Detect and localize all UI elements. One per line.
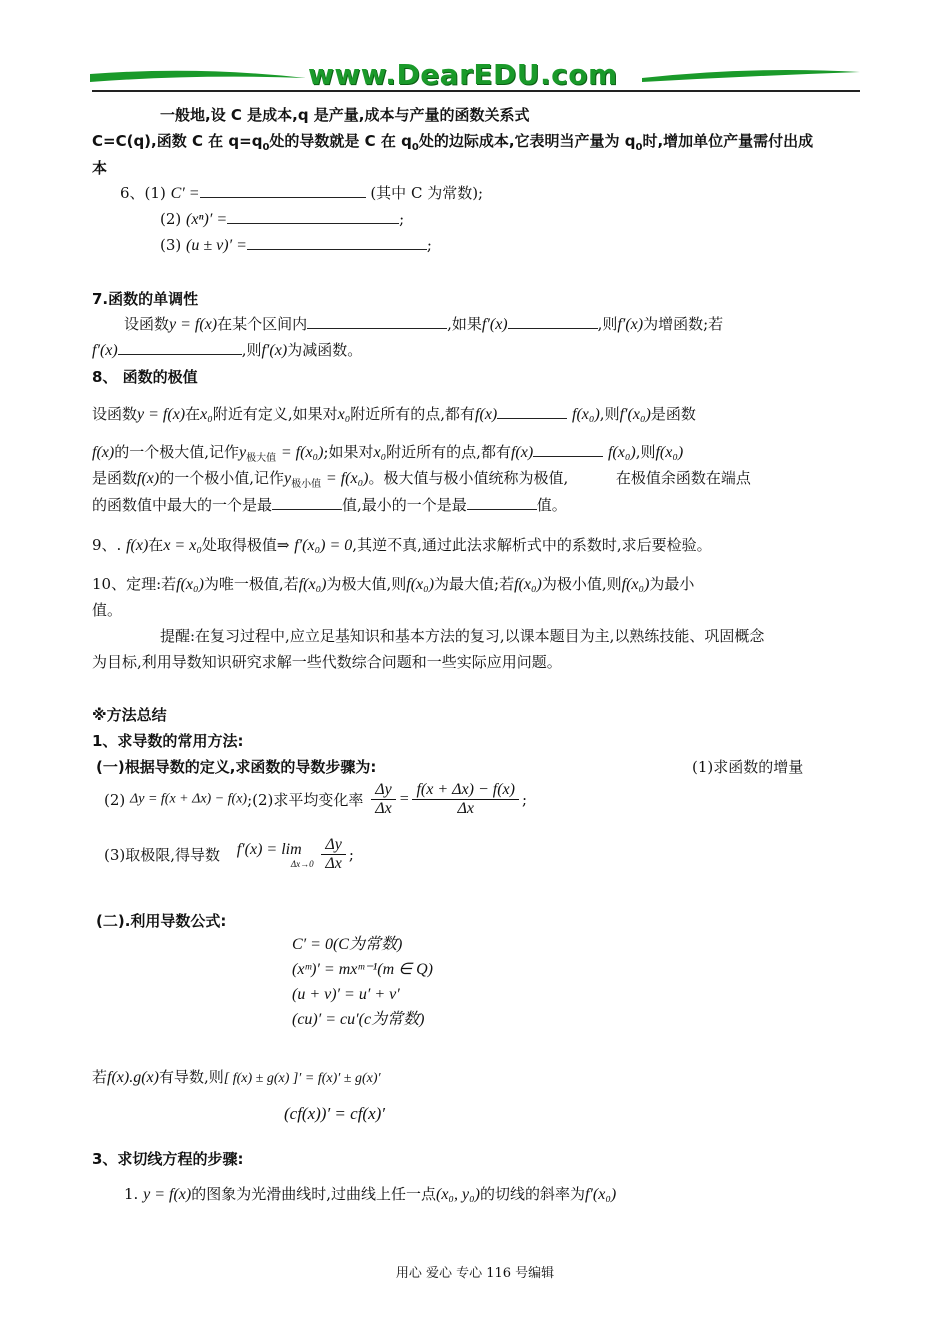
methods-part1: (一)根据导数的定义,求函数的导数步骤为: <box>96 758 377 776</box>
methods-sub1: 1、求导数的常用方法: <box>92 732 244 750</box>
section8-line3: 是函数f(x)的一个极小值,记作$y_{极小值} = f(x_0)$。极大值与极小值统称为极值, 在极值余函数在端点 <box>92 469 751 490</box>
intro-line-2: C=C(q),函数 C 在 $q=q_0$处的导数就是 C 在 $q_0$处的边际成本,它表明当产量为 $q_0$时,增加单位产量需付出成 <box>92 132 814 153</box>
header-rule <box>92 90 860 92</box>
formula-constant: C′ = 0(C为常数) <box>292 936 403 953</box>
intro-line-1: 一般地,设 C 是成本,q 是产量,成本与产量的函数关系式 <box>160 106 530 124</box>
item6-line2: (2) (xⁿ)′ = ; <box>160 210 405 228</box>
formula-sum: (u + v)′ = u′ + v′ <box>292 986 400 1003</box>
methods-step3: (3)取极限,得导数 f′(x) = lim Δx→0 $\frac{\Delta y}{\Delta x}$ ; <box>104 836 354 872</box>
right-swoosh-decoration <box>640 64 862 86</box>
reminder-line2: 为目标,利用导数知识研究求解一些代数综合问题和一些实际应用问题。 <box>92 653 562 671</box>
section9-line: 9、. f(x)在x = x₀处取得极值⇒ f′(x₀) = 0,其逆不真,通过此法求解析式中的系数时,求后要检验。 <box>92 536 712 554</box>
section3-heading: 3、求切线方程的步骤: <box>92 1150 244 1168</box>
section7-heading: 7.函数的单调性 <box>92 290 199 308</box>
section8-line1: 设函数y = f(x)在x₀附近有定义,如果对x₀附近所有的点,都有f(x) f(x₀),则f′(x₀)是函数 <box>92 405 696 423</box>
avg-rate-fraction: $\frac{\Delta y}{\Delta x}$ <box>371 781 396 818</box>
section8-line2: f(x)的一个极大值,记作$y_{极大值} = f(x_0)$;如果对x₀附近所有的点,都有f(x) f(x₀),则f(x₀) <box>92 443 684 464</box>
methods-step2: (2) Δy = f(x + Δx) − f(x);(2)求平均变化率 $\frac{\Delta y}{\Delta x}$ = $\frac{f(x + \Delta x) - f(x)}{\Delta x}$ ; <box>104 781 528 817</box>
scalar-rule-line: (cf(x))′ = cf(x)′ <box>284 1104 386 1123</box>
left-swoosh-decoration <box>88 64 308 86</box>
formula-scalar: (cu)′ = cu′(c为常数) <box>292 1011 425 1028</box>
section3-item1: 1. y = f(x)的图象为光滑曲线时,过曲线上任一点(x₀, y₀)的切线的斜率为f′(x₀) <box>124 1185 617 1203</box>
methods-part2: (二).利用导数公式: <box>96 912 227 930</box>
difference-quotient-fraction: $\frac{f(x + \Delta x) - f(x)}{\Delta x}$ <box>412 781 519 818</box>
derivative-formulas <box>292 932 433 1032</box>
reminder-line1: 提醒:在复习过程中,应立足基知识和基本方法的复习,以课本题目为主,以熟练技能、巩固概念 <box>160 627 765 645</box>
item6-line3: (3) (u ± v)′ = ; <box>160 236 432 254</box>
section7-line1: 设函数y = f(x)在某个区间内 ,如果f′(x) ,则f′(x)为增函数;若 <box>124 315 724 333</box>
item6-line1: 6、(1) C′ = (其中 C 为常数); <box>120 184 484 202</box>
methods-step1: (1)求函数的增量 <box>692 758 804 776</box>
section7-line2: f′(x) ,则f′(x)为减函数。 <box>92 341 363 359</box>
site-logo: www.DearEDU.com <box>308 58 618 91</box>
section10-line2: 值。 <box>92 601 123 619</box>
page-footer: 用心 爱心 专心 116 号编辑 <box>395 1266 555 1281</box>
intro-line-3: 本 <box>92 159 108 177</box>
section8-heading: 8、 函数的极值 <box>92 368 198 386</box>
formula-power: (xᵐ)′ = mxᵐ⁻¹(m ∈ Q) <box>292 961 433 978</box>
derivative-rule-line: 若f(x).g(x)有导数,则[ f(x) ± g(x) ]′ = f(x)′ ± g(x)′ <box>92 1068 381 1086</box>
section8-line4: 的函数值中最大的一个是最 值,最小的一个是最 值。 <box>92 496 567 514</box>
section10-line1: 10、定理:若f(x₀)为唯一极值,若f(x₀)为极大值,则f(x₀)为最大值;若f(x₀)为极小值,则f(x₀)为最小 <box>92 575 695 593</box>
limit-fraction: $\frac{\Delta y}{\Delta x}$ <box>321 836 346 873</box>
methods-heading: ※方法总结 <box>92 706 167 724</box>
